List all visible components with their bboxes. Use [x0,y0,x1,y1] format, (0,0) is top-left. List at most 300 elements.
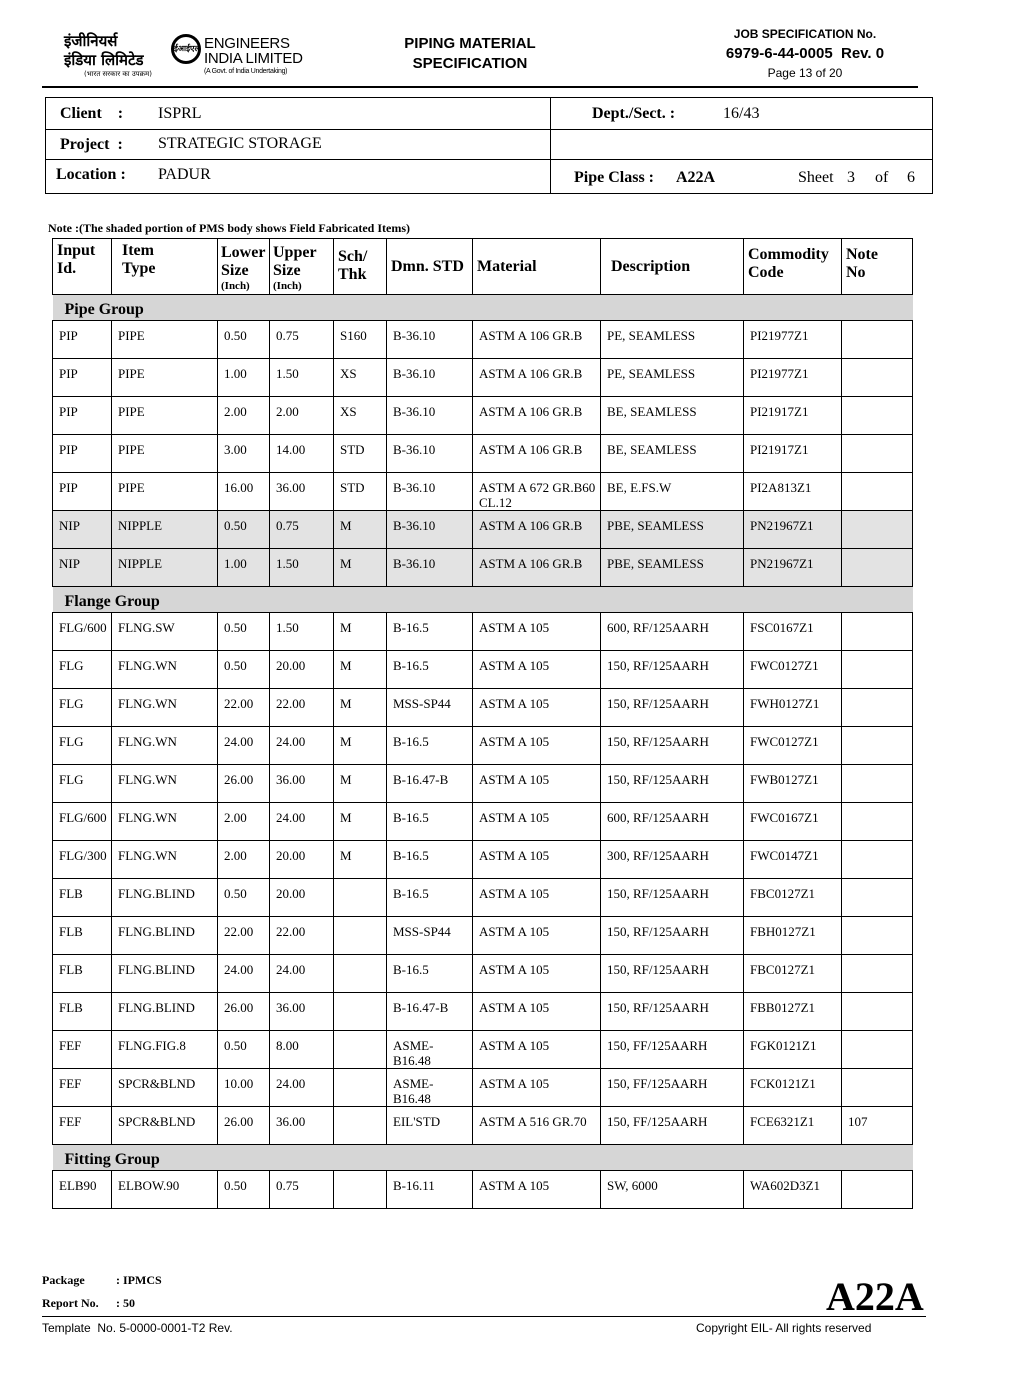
cell-upper-size: 1.50 [270,359,334,397]
cell-dmn-std: B-16.47-B [387,765,473,803]
cell-commodity-code: PI21917Z1 [744,397,842,435]
cell-upper-size: 14.00 [270,435,334,473]
cell-input-id: PIP [53,435,112,473]
job-spec-number: 6979-6-44-0005 Rev. 0 [725,45,885,62]
group-header-row [53,295,913,321]
cell-commodity-code: PN21967Z1 [744,549,842,587]
cell-commodity-code: PI21917Z1 [744,435,842,473]
cell-lower-size: 2.00 [218,803,270,841]
title-line-2: SPECIFICATION [412,55,528,72]
cell-lower-size: 26.00 [218,765,270,803]
cell-dmn-std: B-36.10 [387,435,473,473]
cell-dmn-std: B-36.10 [387,473,473,511]
cell-description: PBE, SEAMLESS [601,549,744,587]
cell-commodity-code: FWB0127Z1 [744,765,842,803]
cell-lower-size: 22.00 [218,689,270,727]
cell-description: PE, SEAMLESS [601,359,744,397]
cell-upper-size: 0.75 [270,511,334,549]
cell-sch-thk: XS [334,359,387,397]
cell-note-no [842,1031,913,1069]
cell-upper-size: 24.00 [270,1069,334,1107]
col-header-sch-thk: Sch/ Thk [334,239,387,295]
cell-material: ASTM A 105 [473,993,601,1031]
cell-note-no [842,359,913,397]
cell-input-id: FLG [53,727,112,765]
job-spec-block [690,26,920,80]
cell-upper-size: 36.00 [270,993,334,1031]
cell-item-type: NIPPLE [112,549,218,587]
col-header-item-type: Item Type [112,239,218,295]
cell-material: ASTM A 106 GR.B [473,549,601,587]
cell-dmn-std: B-16.11 [387,1171,473,1209]
cell-item-type: FLNG.SW [112,613,218,651]
cell-note-no [842,511,913,549]
cell-commodity-code: FWC0167Z1 [744,803,842,841]
package-value: : IPMCS [116,1273,162,1287]
cell-note-no [842,1069,913,1107]
cell-upper-size: 24.00 [270,727,334,765]
table-row [53,651,913,689]
cell-commodity-code: FSC0167Z1 [744,613,842,651]
pipe-class-label: Pipe Class : [574,169,654,186]
table-row [53,803,913,841]
cell-input-id: FEF [53,1069,112,1107]
cell-commodity-code: FBC0127Z1 [744,879,842,917]
cell-input-id: FLB [53,917,112,955]
group-header-row [53,1145,913,1171]
table-row [53,841,913,879]
cell-upper-size: 0.75 [270,1171,334,1209]
cell-sch-thk: M [334,765,387,803]
cell-sch-thk: M [334,613,387,651]
package-label: Package [42,1273,85,1287]
cell-lower-size: 22.00 [218,917,270,955]
cell-dmn-std: B-16.5 [387,727,473,765]
logo-english-line1: ENGINEERS [204,35,290,52]
cell-material: ASTM A 106 GR.B [473,397,601,435]
cell-item-type: FLNG.WN [112,765,218,803]
cell-item-type: PIPE [112,397,218,435]
cell-upper-size: 22.00 [270,689,334,727]
sheet-of-label: of [875,169,889,186]
client-label: Client : [60,105,124,122]
cell-sch-thk: STD [334,435,387,473]
cell-note-no [842,651,913,689]
cell-sch-thk [334,1171,387,1209]
table-row [53,765,913,803]
cell-material: ASTM A 105 [473,651,601,689]
cell-dmn-std: MSS-SP44 [387,917,473,955]
cell-description: 150, RF/125AARH [601,765,744,803]
cell-input-id: FLB [53,955,112,993]
cell-note-no [842,841,913,879]
cell-sch-thk [334,1107,387,1145]
cell-upper-size: 1.50 [270,613,334,651]
info-row-divider [46,159,932,160]
cell-dmn-std: B-36.10 [387,397,473,435]
client-value: ISPRL [158,105,202,122]
cell-commodity-code: FGK0121Z1 [744,1031,842,1069]
sheet-label: Sheet [798,169,834,186]
logo-english-text [204,36,303,77]
project-value: STRATEGIC STORAGE [158,135,322,152]
cell-dmn-std: EIL'STD [387,1107,473,1145]
cell-note-no [842,321,913,359]
cell-item-type: PIPE [112,435,218,473]
cell-material: ASTM A 106 GR.B [473,359,601,397]
table-row [53,359,913,397]
cell-note-no [842,955,913,993]
cell-description: 150, RF/125AARH [601,689,744,727]
cell-item-type: FLNG.WN [112,803,218,841]
cell-input-id: NIP [53,511,112,549]
cell-input-id: PIP [53,359,112,397]
cell-material: ASTM A 105 [473,765,601,803]
cell-note-no [842,613,913,651]
cell-input-id: FLB [53,993,112,1031]
cell-item-type: FLNG.BLIND [112,917,218,955]
cell-lower-size: 2.00 [218,841,270,879]
cell-commodity-code: PI21977Z1 [744,321,842,359]
cell-commodity-code: WA602D3Z1 [744,1171,842,1209]
cell-description: 150, FF/125AARH [601,1107,744,1145]
cell-note-no [842,803,913,841]
cell-note-no [842,689,913,727]
cell-upper-size: 20.00 [270,879,334,917]
cell-input-id: FEF [53,1107,112,1145]
cell-item-type: SPCR&BLND [112,1107,218,1145]
col-header-input-id: Input Id. [53,239,112,295]
cell-dmn-std: B-16.5 [387,955,473,993]
project-label: Project : [60,136,123,153]
cell-dmn-std: ASME-B16.48 [387,1031,473,1069]
cell-sch-thk [334,917,387,955]
cell-item-type: PIPE [112,321,218,359]
group-title: Flange Group [53,587,913,613]
group-title: Fitting Group [53,1145,913,1171]
cell-note-no [842,993,913,1031]
cell-note-no: 107 [842,1107,913,1145]
cell-sch-thk [334,879,387,917]
cell-sch-thk [334,955,387,993]
logo-english-line2: INDIA LIMITED [204,50,303,67]
pms-table [52,238,913,1209]
table-row [53,511,913,549]
cell-material: ASTM A 105 [473,879,601,917]
pms-table-body [53,295,913,1209]
cell-commodity-code: PN21967Z1 [744,511,842,549]
location-value: PADUR [158,166,211,183]
cell-commodity-code: FBH0127Z1 [744,917,842,955]
cell-item-type: FLNG.WN [112,727,218,765]
table-row [53,727,913,765]
table-row [53,955,913,993]
cell-item-type: FLNG.FIG.8 [112,1031,218,1069]
cell-item-type: FLNG.BLIND [112,879,218,917]
cell-material: ASTM A 516 GR.70 [473,1107,601,1145]
group-header-row [53,587,913,613]
copyright-notice: Copyright EIL- All rights reserved [696,1321,872,1335]
cell-item-type: FLNG.WN [112,689,218,727]
cell-material: ASTM A 106 GR.B [473,511,601,549]
table-row [53,397,913,435]
logo-hindi-line1: इंजीनियर्स [64,32,118,50]
cell-description: 600, RF/125AARH [601,803,744,841]
cell-upper-size: 20.00 [270,841,334,879]
cell-sch-thk: M [334,549,387,587]
cell-sch-thk: M [334,511,387,549]
col-header-material: Material [473,239,601,295]
title-line-1: PIPING MATERIAL [404,35,536,52]
cell-material: ASTM A 105 [473,1069,601,1107]
cell-lower-size: 0.50 [218,1171,270,1209]
cell-dmn-std: B-16.5 [387,803,473,841]
cell-description: SW, 6000 [601,1171,744,1209]
cell-input-id: NIP [53,549,112,587]
report-label: Report No. [42,1296,99,1310]
cell-sch-thk [334,1069,387,1107]
cell-input-id: FLG/600 [53,613,112,651]
shading-note: Note :(The shaded portion of PMS body shows Field Fabricated Items) [48,221,410,235]
cell-lower-size: 1.00 [218,549,270,587]
cell-item-type: PIPE [112,359,218,397]
cell-sch-thk: STD [334,473,387,511]
col-header-note-no: Note No [842,239,913,295]
location-label: Location : [56,166,126,183]
cell-description: 150, FF/125AARH [601,1069,744,1107]
cell-upper-size: 1.50 [270,549,334,587]
table-row [53,321,913,359]
cell-description: 150, RF/125AARH [601,727,744,765]
table-row [53,1069,913,1107]
cell-input-id: FLG/300 [53,841,112,879]
cell-commodity-code: FWC0127Z1 [744,651,842,689]
cell-lower-size: 16.00 [218,473,270,511]
cell-dmn-std: B-16.47-B [387,993,473,1031]
cell-dmn-std: B-16.5 [387,879,473,917]
cell-upper-size: 36.00 [270,765,334,803]
cell-commodity-code: FCE6321Z1 [744,1107,842,1145]
cell-dmn-std: MSS-SP44 [387,689,473,727]
document-title [380,34,560,74]
cell-lower-size: 0.50 [218,321,270,359]
cell-item-type: FLNG.BLIND [112,993,218,1031]
cell-item-type: ELBOW.90 [112,1171,218,1209]
table-row [53,689,913,727]
cell-input-id: FLG/600 [53,803,112,841]
cell-commodity-code: PI21977Z1 [744,359,842,397]
cell-lower-size: 24.00 [218,955,270,993]
cell-material: ASTM A 105 [473,955,601,993]
company-logo [64,30,324,80]
cell-lower-size: 26.00 [218,1107,270,1145]
cell-input-id: PIP [53,321,112,359]
cell-lower-size: 24.00 [218,727,270,765]
col-header-commodity-code: Commodity Code [744,239,842,295]
cell-description: BE, SEAMLESS [601,435,744,473]
cell-item-type: FLNG.BLIND [112,955,218,993]
logo-hindi-line2: इंडिया लिमिटेड [64,51,144,69]
table-row [53,613,913,651]
table-row [53,1107,913,1145]
cell-material: ASTM A 105 [473,613,601,651]
footer-divider [42,1316,926,1317]
sheet-number: 3 [847,169,855,186]
table-row [53,435,913,473]
col-header-upper-size: Upper Size (Inch) [270,239,334,295]
cell-commodity-code: PI2A813Z1 [744,473,842,511]
cell-material: ASTM A 105 [473,727,601,765]
col-header-dmn-std: Dmn. STD [387,239,473,295]
cell-sch-thk: M [334,727,387,765]
cell-dmn-std: B-16.5 [387,841,473,879]
cell-upper-size: 2.00 [270,397,334,435]
package-info [42,1269,162,1315]
cell-upper-size: 0.75 [270,321,334,359]
cell-sch-thk: M [334,689,387,727]
cell-note-no [842,397,913,435]
cell-lower-size: 0.50 [218,613,270,651]
cell-description: 150, RF/125AARH [601,917,744,955]
cell-description: 600, RF/125AARH [601,613,744,651]
cell-item-type: NIPPLE [112,511,218,549]
cell-material: ASTM A 105 [473,841,601,879]
sheet-total: 6 [907,169,915,186]
cell-dmn-std: B-36.10 [387,549,473,587]
cell-material: ASTM A 105 [473,917,601,955]
cell-description: 150, RF/125AARH [601,651,744,689]
cell-input-id: FLG [53,651,112,689]
cell-material: ASTM A 105 [473,803,601,841]
table-row [53,473,913,511]
cell-material: ASTM A 105 [473,1171,601,1209]
header-divider [42,86,918,88]
cell-lower-size: 1.00 [218,359,270,397]
cell-upper-size: 24.00 [270,803,334,841]
cell-description: 300, RF/125AARH [601,841,744,879]
cell-description: BE, E.FS.W [601,473,744,511]
cell-dmn-std: ASME-B16.48 [387,1069,473,1107]
cell-lower-size: 0.50 [218,651,270,689]
dept-value: 16/43 [723,105,760,122]
cell-lower-size: 3.00 [218,435,270,473]
cell-dmn-std: B-36.10 [387,321,473,359]
cell-input-id: ELB90 [53,1171,112,1209]
cell-item-type: PIPE [112,473,218,511]
cell-sch-thk: XS [334,397,387,435]
logo-hindi-tagline: (भारत सरकार का उपक्रम) [84,70,152,78]
table-header-row [53,239,913,295]
cell-note-no [842,879,913,917]
cell-note-no [842,727,913,765]
cell-sch-thk: S160 [334,321,387,359]
cell-upper-size: 20.00 [270,651,334,689]
table-row [53,879,913,917]
cell-material: ASTM A 672 GR.B60 CL.12 [473,473,601,511]
cell-material: ASTM A 106 GR.B [473,435,601,473]
table-row [53,917,913,955]
cell-note-no [842,549,913,587]
group-title: Pipe Group [53,295,913,321]
pipe-class-value: A22A [676,169,716,186]
cell-commodity-code: FWC0147Z1 [744,841,842,879]
cell-input-id: PIP [53,473,112,511]
cell-sch-thk: M [334,651,387,689]
cell-sch-thk [334,1031,387,1069]
report-value: : 50 [116,1296,135,1310]
cell-commodity-code: FBB0127Z1 [744,993,842,1031]
table-row [53,549,913,587]
cell-description: 150, FF/125AARH [601,1031,744,1069]
logo-hindi-text [64,32,152,79]
cell-sch-thk: M [334,803,387,841]
cell-lower-size: 0.50 [218,879,270,917]
cell-description: PE, SEAMLESS [601,321,744,359]
cell-upper-size: 24.00 [270,955,334,993]
cell-upper-size: 36.00 [270,473,334,511]
cell-material: ASTM A 105 [473,1031,601,1069]
cell-dmn-std: B-16.5 [387,613,473,651]
cell-lower-size: 0.50 [218,1031,270,1069]
table-row [53,1171,913,1209]
cell-note-no [842,435,913,473]
cell-commodity-code: FWH0127Z1 [744,689,842,727]
cell-upper-size: 22.00 [270,917,334,955]
cell-item-type: FLNG.WN [112,651,218,689]
cell-dmn-std: B-36.10 [387,359,473,397]
job-spec-label: JOB SPECIFICATION No. [733,27,877,41]
info-vertical-divider [550,98,551,193]
cell-commodity-code: FBC0127Z1 [744,955,842,993]
template-number: Template No. 5-0000-0001-T2 Rev. [42,1321,233,1335]
cell-input-id: FLG [53,765,112,803]
cell-material: ASTM A 106 GR.B [473,321,601,359]
cell-item-type: FLNG.WN [112,841,218,879]
cell-input-id: FLB [53,879,112,917]
cell-upper-size: 8.00 [270,1031,334,1069]
col-header-lower-size: Lower Size (Inch) [218,239,270,295]
cell-description: 150, RF/125AARH [601,955,744,993]
cell-note-no [842,1171,913,1209]
cell-description: 150, RF/125AARH [601,993,744,1031]
cell-sch-thk: M [334,841,387,879]
cell-commodity-code: FWC0127Z1 [744,727,842,765]
cell-sch-thk [334,993,387,1031]
cell-note-no [842,917,913,955]
cell-item-type: SPCR&BLND [112,1069,218,1107]
project-info-box [45,97,933,194]
cell-description: 150, RF/125AARH [601,879,744,917]
cell-lower-size: 0.50 [218,511,270,549]
pipe-class-stamp: A22A [826,1274,924,1319]
cell-description: PBE, SEAMLESS [601,511,744,549]
cell-commodity-code: FCK0121Z1 [744,1069,842,1107]
cell-dmn-std: B-36.10 [387,511,473,549]
cell-upper-size: 36.00 [270,1107,334,1145]
cell-input-id: FLG [53,689,112,727]
cell-lower-size: 2.00 [218,397,270,435]
table-row [53,1031,913,1069]
dept-label: Dept./Sect. : [592,105,676,122]
cell-note-no [842,765,913,803]
cell-lower-size: 26.00 [218,993,270,1031]
col-header-description: Description [601,239,744,295]
cell-material: ASTM A 105 [473,689,601,727]
table-row [53,993,913,1031]
logo-emblem-icon: ईआईएल [171,34,201,64]
cell-input-id: FEF [53,1031,112,1069]
logo-english-tagline: (A Govt. of India Undertaking) [204,68,288,75]
